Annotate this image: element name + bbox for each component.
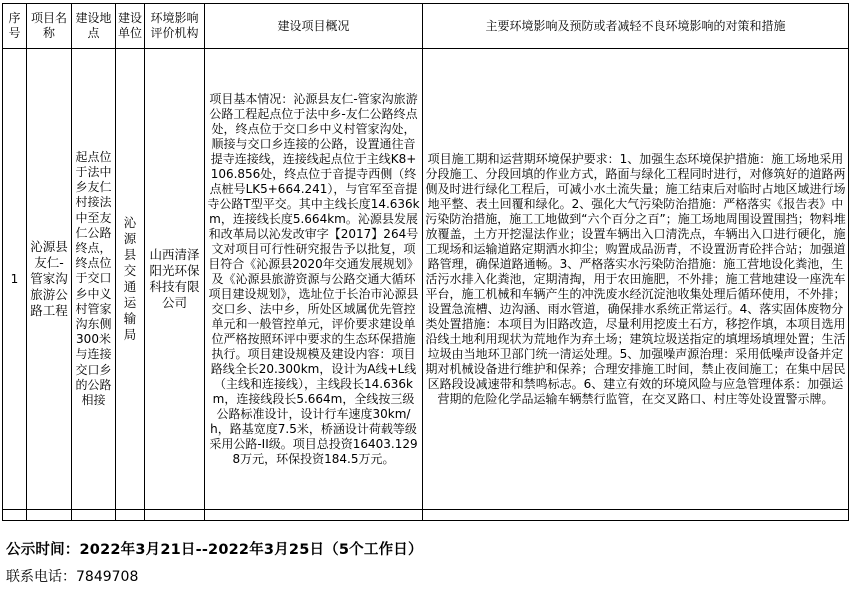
eia-public-notice-table [2,3,849,521]
header-measures: 主要环境影响及预防或者减轻不良环境影响的对策和措施 [423,4,849,49]
publicity-period: 公示时间：2022年3月21日--2022年3月25日（5个工作日） [6,542,423,558]
table-header-row [3,4,849,49]
cell-project-name: 沁源县友仁-管家沟旅游公路工程 [27,49,72,510]
cell-measures: 项目施工期和运营期环境保护要求：1、加强生态环境保护措施：施工场地采用分段施工、分段回填的作业方式，路面与绿化工程同时进行，对修筑好的道路两侧及时进行绿化工程后，可减小水土流失量；施工结束后对临时占地区域进行场地平整、表土回覆和绿化。2、强化大气污染防治措施：严格落实《报告表》中污染防治措施，施工工地做到“六个百分之百”；施工场地周围设置围挡；物料堆放覆盖，土方开挖湿法作业；设置车辆出入口清洗点，车辆出入口进行硬化，施工现场和运输道路定期洒水抑尘；购置成品沥青，不设置沥青砼拌合站；加强道路管理，确保道路通畅。3、严格落实水污染防治措施：施工营地设化粪池，生活污水排入化粪池，定期清掏，用于农田施肥，不外排；施工营地建设一座洗车平台，施工机械和车辆产生的冲洗废水经沉淀池收集处理后循环使用，不外排；设置急流槽、边沟涵、雨水管道，确保排水系统正常运行。4、落实固体废物分类处置措施：本项目为旧路改造，尽量利用挖废土石方，移挖作填，本项目选用沿线土地利用现状为荒地作为弃土场；建筑垃圾送指定的填埋场填埋处置；生活垃圾由当地环卫部门统一清运处理。5、加强噪声源治理：采用低噪声设备并定期对机械设备进行维护和保养；合理安排施工时间，禁止夜间施工；在集中居民区路段设减速带和禁鸣标志。6、建立有效的环境风险与应急管理体系：加强运营期的危险化学品运输车辆禁行监管，在交叉路口、村庄等处设置警示牌。 [423,49,849,510]
header-location: 建设地点 [72,4,116,49]
cell-eia-org: 山西清泽阳光环保科技有限公司 [145,49,205,510]
table-row [3,49,849,510]
header-seq: 序号 [3,4,27,49]
header-overview: 建设项目概况 [205,4,423,49]
header-project-name: 项目名称 [27,4,72,49]
table-blank-row [3,510,849,521]
contact-phone: 联系电话：7849708 [6,569,139,585]
cell-overview: 项目基本情况：沁源县友仁-管家沟旅游公路工程起点位于法中乡-友仁公路终点处，终点位于交口乡中义村管家沟处，顺接与交口乡连接的公路，设置通往音提寺连接线，连接线起点位于主线K8+106.856处，终点位于音提寺西侧（终点桩号LK5+664.241），与官军至音提寺公路T型平交。其中主线长度14.636km，连接线长度5.664km。沁源县发展和改革局以沁发改审字【2017】264号文对项目可行性研究报告予以批复，项目符合《沁源县2020年交通发展规划》及《沁源县旅游资源与公路交通大循环项目建设规划》，选址位于长治市沁源县交口乡、法中乡，所处区域属优先管控单元和一般管控单元，评价要求建设单位严格按照环评中要求的生态环保措施执行。项目建设规模及建设内容：项目路线全长20.300km，设计为A线+L线（主线和连接线），主线段长14.636km，连接线段长5.664m，全线按三级公路标准设计，设计行车速度30km/h，路基宽度7.5米，桥涵设计荷载等级采用公路-II级。项目总投资16403.1298万元，环保投资184.5万元。 [205,49,423,510]
cell-construction-unit: 沁源县交通运输局 [116,49,145,510]
cell-seq: 1 [3,49,27,510]
header-eia-org: 环境影响评价机构 [145,4,205,49]
header-construction-unit: 建设单位 [116,4,145,49]
cell-location: 起点位于法中乡友仁村接法中至友仁公路终点，终点位于交口乡中义村管家沟东侧300米与连接交口乡的公路相接 [72,49,116,510]
